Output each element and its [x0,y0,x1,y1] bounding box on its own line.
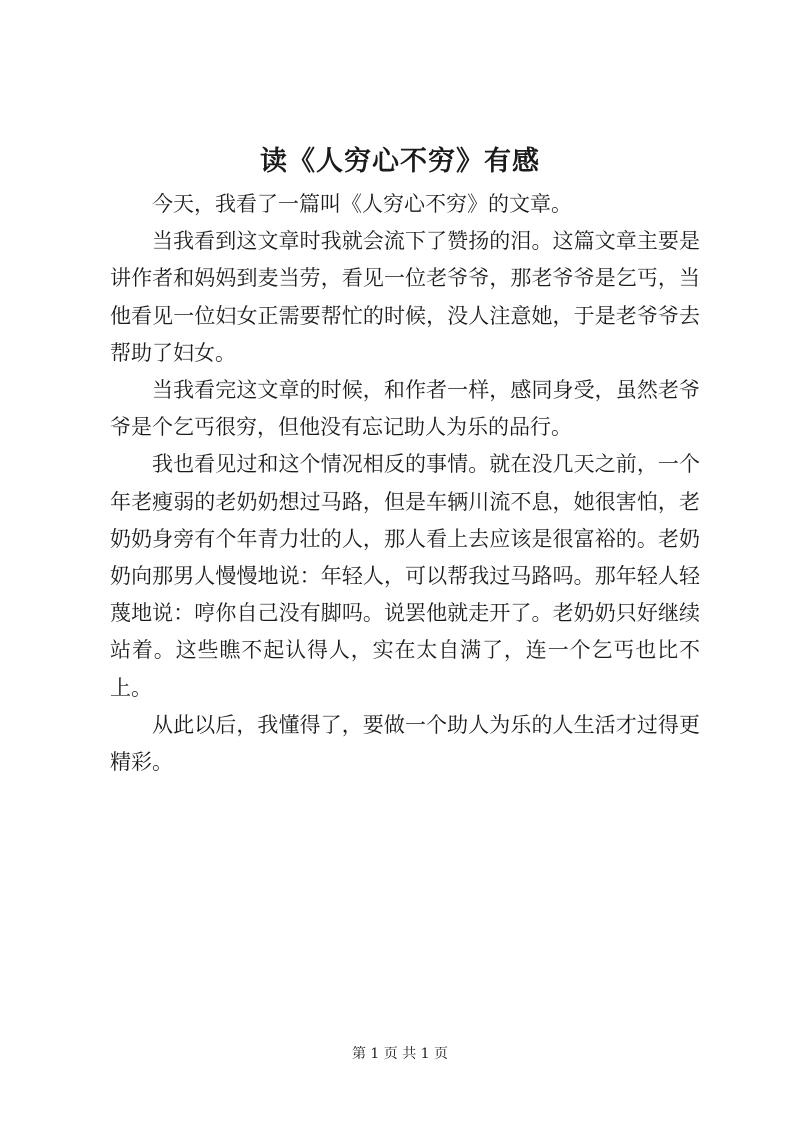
page-number-footer: 第 1 页 共 1 页 [351,1046,449,1062]
paragraph: 当我看到这文章时我就会流下了赞扬的泪。这篇文章主要是讲作者和妈妈到麦当劳，看见一位老爷爷，那老爷爷是乞丐，当他看见一位妇女正需要帮忙的时候，没人注意她，于是老爷爷去帮助了妇女。 [110,229,700,365]
paragraph: 今天，我看了一篇叫《人穷心不穷》的文章。 [152,192,572,216]
document-body [110,186,700,781]
paragraph: 当我看完这文章的时候，和作者一样，感同身受，虽然老爷爷是个乞丐很穷，但他没有忘记助人为乐的品行。 [110,378,700,440]
paragraph: 从此以后，我懂得了，要做一个助人为乐的人生活才过得更精彩。 [110,712,700,775]
document-title: 读《人穷心不穷》有感 [260,146,540,177]
paragraph: 我也看见过和这个情况相反的事情。就在没几天之前，一个年老瘦弱的老奶奶想过马路，但是车辆川流不息，她很害怕，老奶奶身旁有个年青力壮的人，那人看上去应该是很富裕的。老奶奶向那男人慢慢地说：年轻人，可以帮我过马路吗。那年轻人轻蔑地说：哼你自己没有脚吗。说罢他就走开了。老奶奶只好继续站着。这些瞧不起认得人，实在太自满了，连一个乞丐也比不上。 [110,452,700,700]
